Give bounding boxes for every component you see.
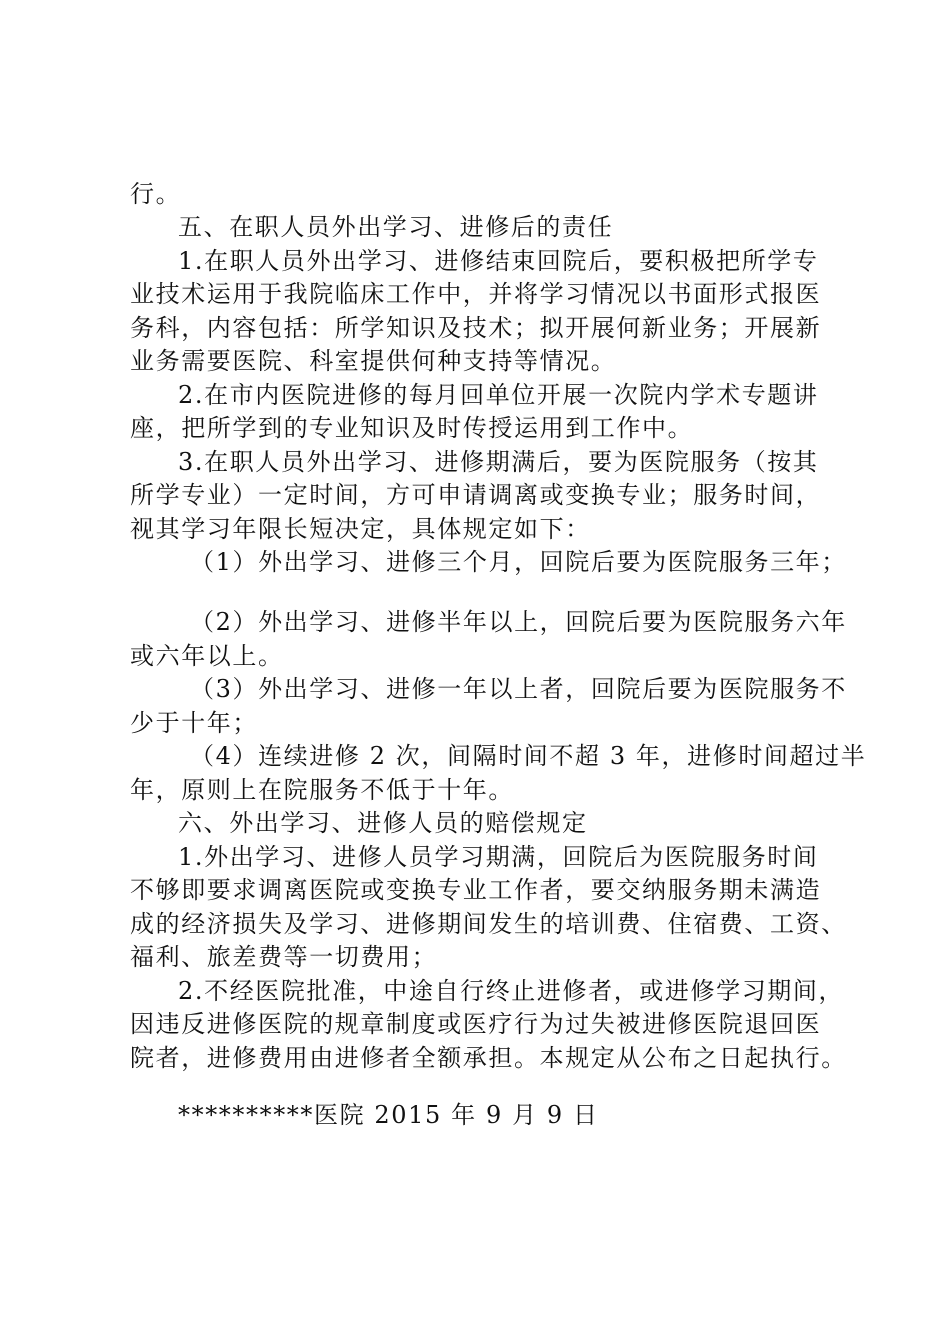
paragraph-line: 2.不经医院批准，中途自行终止进修者，或进修学习期间，: [178, 977, 845, 1005]
paragraph-line: 业技术运用于我院临床工作中，并将学习情况以书面形式报医: [130, 280, 822, 308]
list-item: （2）外出学习、进修半年以上，回院后要为医院服务六年: [190, 608, 847, 636]
paragraph-line: 所学专业）一定时间，方可申请调离或变换专业；服务时间，: [130, 481, 822, 509]
paragraph-line: 年，原则上在院服务不低于十年。: [130, 776, 514, 804]
section-heading: 五、在职人员外出学习、进修后的责任: [178, 213, 614, 241]
section-heading: 六、外出学习、进修人员的赔偿规定: [178, 809, 588, 837]
paragraph-line: 1.在职人员外出学习、进修结束回院后，要积极把所学专: [178, 247, 819, 275]
list-item: （3）外出学习、进修一年以上者，回院后要为医院服务不: [190, 675, 847, 703]
paragraph-line: 3.在职人员外出学习、进修期满后，要为医院服务（按其: [178, 448, 819, 476]
paragraph-line: 因违反进修医院的规章制度或医疗行为过失被进修医院退回医: [130, 1010, 822, 1038]
paragraph-line: 院者，进修费用由进修者全额承担。本规定从公布之日起执行。: [130, 1044, 847, 1072]
paragraph-line: 不够即要求调离医院或变换专业工作者，要交纳服务期未满造: [130, 876, 822, 904]
paragraph-line: 业务需要医院、科室提供何种支持等情况。: [130, 347, 617, 375]
paragraph-line: 行。: [130, 180, 182, 208]
paragraph-line: 成的经济损失及学习、进修期间发生的培训费、住宿费、工资、: [130, 910, 847, 938]
paragraph-line: 座，把所学到的专业知识及时传授运用到工作中。: [130, 414, 694, 442]
paragraph-line: 或六年以上。: [130, 642, 284, 670]
paragraph-line: 1.外出学习、进修人员学习期满，回院后为医院服务时间: [178, 843, 819, 871]
paragraph-line: 少于十年；: [130, 709, 258, 737]
paragraph-line: 福利、旅差费等一切费用；: [130, 943, 438, 971]
paragraph-line: 2.在市内医院进修的每月回单位开展一次院内学术专题讲: [178, 381, 819, 409]
list-item: （4）连续进修 2 次，间隔时间不超 3 年，进修时间超过半: [190, 742, 867, 770]
signature-date: **********医院 2015 年 9 月 9 日: [178, 1101, 599, 1129]
list-item: （1）外出学习、进修三个月，回院后要为医院服务三年；: [190, 548, 847, 576]
paragraph-line: 务科，内容包括：所学知识及技术；拟开展何新业务；开展新: [130, 314, 822, 342]
paragraph-line: 视其学习年限长短决定，具体规定如下：: [130, 515, 591, 543]
